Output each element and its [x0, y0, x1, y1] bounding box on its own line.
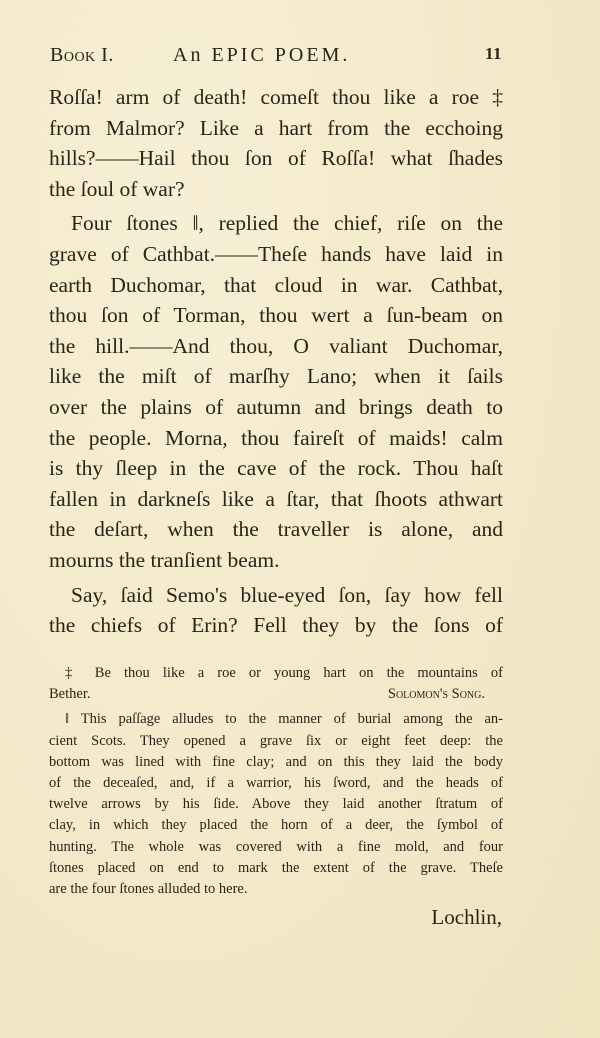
- text-line: the chiefs of Erin? Fell they by the ſons of: [49, 613, 503, 638]
- text-line: from Malmor? Like a hart from the ecchoing: [49, 115, 503, 140]
- footnote-line: of the deceaſed, and, if a warrior, his ſword, and the heads of: [49, 774, 503, 791]
- footnote-line: clay, in which they placed the horn of a deer, the ſymbol of: [49, 817, 503, 834]
- text-line: is thy ſleep in the cave of the rock. Thou haſt: [49, 456, 503, 481]
- text-line: the people. Morna, thou faireſt of maids! calm: [49, 425, 503, 450]
- running-header: [50, 44, 502, 72]
- footnote-line: bottom was lined with fine clay; and on this they laid the body: [49, 753, 503, 770]
- footnote-source: Solomon's Song.: [387, 686, 485, 703]
- footnote-line: ſtones placed on end to mark the extent of the grave. Theſe: [49, 859, 503, 876]
- text-line: like the miſt of marſhy Lano; when it ſails: [49, 364, 503, 389]
- text-line: Roſſa! arm of death! comeſt thou like a roe ‡: [49, 85, 503, 109]
- text-line: the hill.——And thou, O valiant Duchomar,: [49, 333, 503, 358]
- footnotes: [49, 663, 503, 900]
- text-line: grave of Cathbat.——Theſe hands have laid in: [49, 241, 503, 266]
- footnote-line: hunting. The whole was covered with a fine mold, and four: [49, 838, 503, 855]
- text-line: over the plains of autumn and brings death to: [49, 394, 503, 419]
- main-text: [49, 82, 503, 641]
- text-line: hills?——Hail thou ſon of Roſſa! what ſhades: [49, 146, 503, 171]
- footnote-line: cient Scots. They opened a grave ſix or eight feet deep: the: [49, 732, 503, 749]
- text-line: earth Duchomar, that cloud in war. Cathbat,: [49, 272, 503, 297]
- catchword: Lochlin,: [431, 905, 502, 929]
- text-line: Four ſtones ‖, replied the chief, riſe on the: [71, 211, 503, 236]
- running-head-title: An EPIC POEM.: [173, 44, 351, 66]
- page-number: 11: [484, 44, 502, 63]
- footnote-line: ‖ This paſſage alludes to the manner of burial among the an-: [65, 711, 503, 728]
- text-line: Say, ſaid Semo's blue-eyed ſon, ſay how fell: [71, 582, 503, 607]
- text-line: fallen in darkneſs like a ſtar, that ſhoots athwart: [49, 486, 503, 511]
- footnote-line: [49, 684, 503, 705]
- text-line: the ſoul of war?: [49, 176, 185, 201]
- text-line: mourns the tranſient beam.: [49, 547, 280, 572]
- footnote-text: Bether.: [49, 686, 91, 703]
- footnote-line: twelve arrows by his ſide. Above they laid another ſtratum of: [49, 796, 503, 813]
- footnote-line: ‡ Be thou like a roe or young hart on the mountains of: [65, 665, 503, 681]
- text-line: the deſart, when the traveller is alone, and: [49, 517, 503, 542]
- running-head-book: Book I.: [50, 44, 114, 66]
- text-line: thou ſon of Torman, thou wert a ſun-beam on: [49, 303, 503, 328]
- footnote-line: are the four ſtones alluded to here.: [49, 880, 248, 897]
